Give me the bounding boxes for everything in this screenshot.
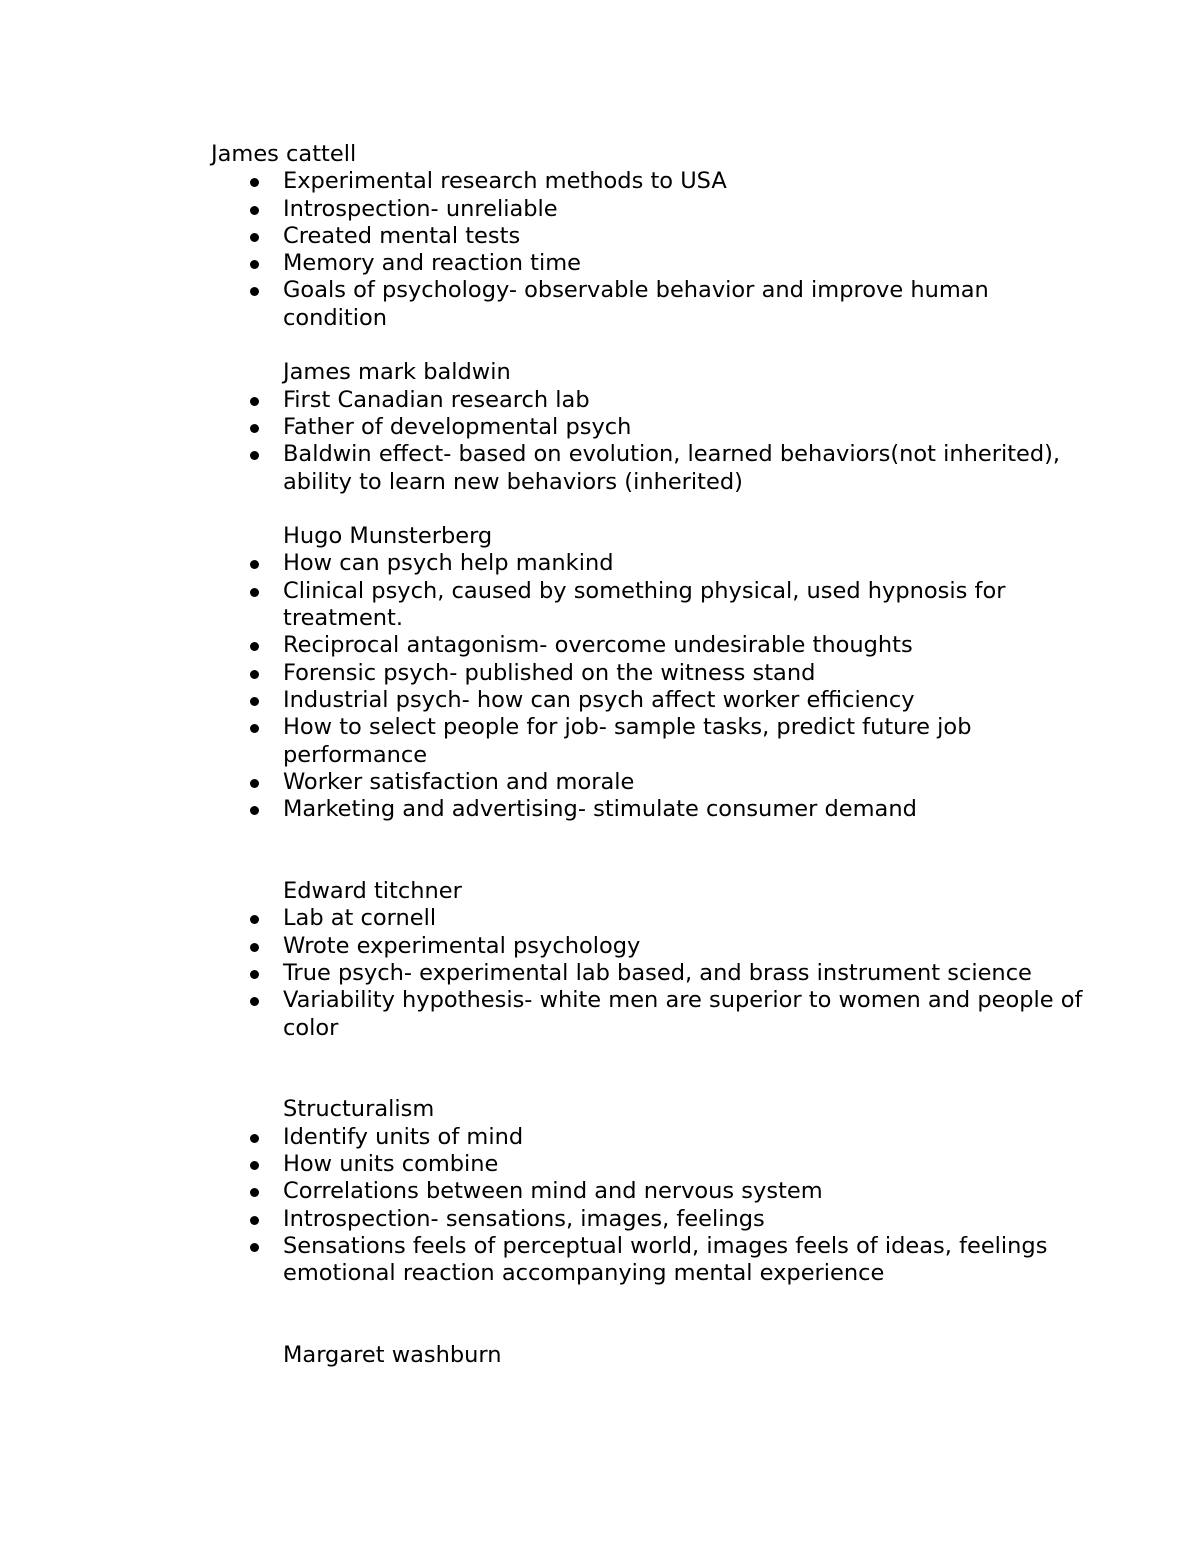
list-item: Variability hypothesis- white men are superior to women and people of color [211, 987, 1091, 1042]
bullet-dot-icon [250, 233, 259, 242]
list-item: True psych- experimental lab based, and brass instrument science [211, 960, 1091, 987]
bullet-dot-icon [250, 451, 259, 460]
bullet-dot-icon [250, 1216, 259, 1225]
blank-lines [211, 1042, 1091, 1097]
list-item: How to select people for job- sample tasks, predict future job performance [211, 714, 1091, 769]
bullet-dot-icon [250, 670, 259, 679]
bullet-dot-icon [250, 970, 259, 979]
list-item: Worker satisfaction and morale [211, 769, 1091, 796]
list-item: Father of developmental psych [211, 414, 1091, 441]
list-item: Identify units of mind [211, 1124, 1091, 1151]
bullet-dot-icon [250, 997, 259, 1006]
bullet-dot-icon [250, 424, 259, 433]
bullet-dot-icon [250, 943, 259, 952]
section-heading-structuralism: Structuralism [283, 1096, 435, 1123]
bullet-dot-icon [250, 724, 259, 733]
bullet-list-munsterberg [211, 550, 1091, 823]
bullet-list-titchner [211, 905, 1091, 1041]
section-heading-munsterberg: Hugo Munsterberg [283, 523, 493, 550]
bullet-dot-icon [250, 1188, 259, 1197]
section-heading-washburn: Margaret washburn [283, 1342, 502, 1369]
list-item: Memory and reaction time [211, 250, 1091, 277]
list-item: First Canadian research lab [211, 387, 1091, 414]
list-item: Wrote experimental psychology [211, 933, 1091, 960]
list-item: Clinical psych, caused by something physical, used hypnosis for treatment. [211, 578, 1091, 633]
bullet-dot-icon [250, 915, 259, 924]
bullet-list-baldwin [211, 387, 1091, 496]
list-item: How units combine [211, 1151, 1091, 1178]
bullet-dot-icon [250, 1134, 259, 1143]
bullet-dot-icon [250, 697, 259, 706]
blank-lines [211, 823, 1091, 878]
bullet-dot-icon [250, 260, 259, 269]
blank-line [211, 332, 1091, 359]
list-item: How can psych help mankind [211, 550, 1091, 577]
list-item: Experimental research methods to USA [211, 168, 1091, 195]
list-item: Forensic psych- published on the witness stand [211, 660, 1091, 687]
blank-line [211, 496, 1091, 523]
bullet-dot-icon [250, 806, 259, 815]
list-item: Reciprocal antagonism- overcome undesirable thoughts [211, 632, 1091, 659]
list-item: Created mental tests [211, 223, 1091, 250]
bullet-dot-icon [250, 588, 259, 597]
list-item: Sensations feels of perceptual world, images feels of ideas, feelings emotional reaction accompanying mental experience [211, 1233, 1091, 1288]
document-body [211, 141, 1091, 1369]
bullet-dot-icon [250, 779, 259, 788]
bullet-list-structuralism [211, 1124, 1091, 1288]
list-item: Marketing and advertising- stimulate consumer demand [211, 796, 1091, 823]
section-heading-cattell: James cattell [211, 141, 357, 167]
list-item: Introspection- unreliable [211, 196, 1091, 223]
bullet-dot-icon [250, 1161, 259, 1170]
list-item: Baldwin effect- based on evolution, learned behaviors(not inherited), ability to learn new behaviors (inherited) [211, 441, 1091, 496]
list-item: Industrial psych- how can psych affect worker efficiency [211, 687, 1091, 714]
list-item: Correlations between mind and nervous system [211, 1178, 1091, 1205]
bullet-dot-icon [250, 642, 259, 651]
list-item: Goals of psychology- observable behavior and improve human condition [211, 277, 1091, 332]
list-item: Introspection- sensations, images, feelings [211, 1206, 1091, 1233]
section-heading-baldwin: James mark baldwin [283, 359, 511, 386]
blank-lines [211, 1287, 1091, 1342]
bullet-dot-icon [250, 1243, 259, 1252]
bullet-dot-icon [250, 206, 259, 215]
bullet-dot-icon [250, 287, 259, 296]
section-heading-titchner: Edward titchner [283, 878, 462, 905]
bullet-dot-icon [250, 560, 259, 569]
bullet-dot-icon [250, 397, 259, 406]
bullet-list-cattell [211, 168, 1091, 332]
list-item: Lab at cornell [211, 905, 1091, 932]
bullet-dot-icon [250, 178, 259, 187]
